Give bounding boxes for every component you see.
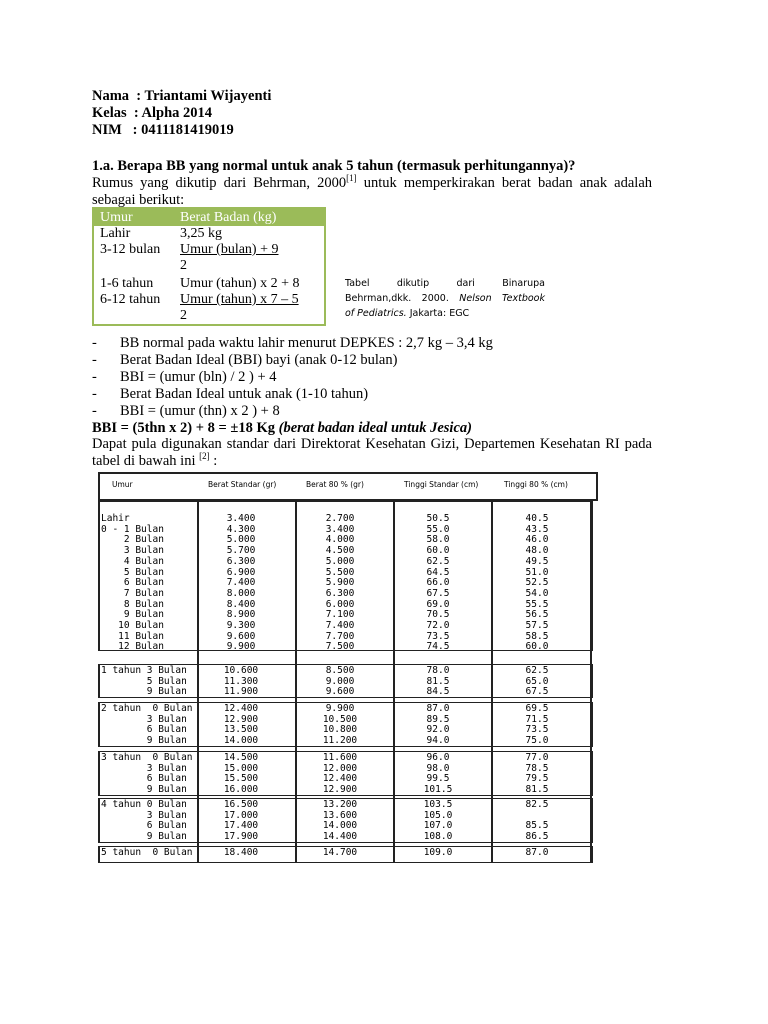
hdr-umur: Umur bbox=[112, 480, 133, 489]
table-cell: 9.000 bbox=[325, 675, 355, 687]
table-cell: 51.0 bbox=[525, 566, 549, 578]
table-cell: 92.0 bbox=[426, 724, 450, 736]
table-cell: 16.000 bbox=[223, 784, 259, 796]
table-cell: 84.5 bbox=[426, 686, 450, 698]
table-cell: 4.300 bbox=[226, 523, 256, 535]
table-cell: 14.000 bbox=[223, 735, 259, 747]
formula-row bbox=[94, 308, 324, 324]
bullet-item: - BB normal pada waktu lahir menurut DEPKES : 2,7 kg – 3,4 kg bbox=[92, 335, 493, 351]
table-cell: 73.5 bbox=[426, 630, 450, 642]
table-cell: 70.5 bbox=[426, 609, 450, 621]
table-cell: 9.900 bbox=[325, 703, 355, 714]
table-cell: 17.400 bbox=[223, 820, 259, 832]
formula-row bbox=[94, 276, 324, 292]
table-cell: 54.0 bbox=[525, 587, 549, 599]
student-header bbox=[92, 88, 652, 139]
table-cell: 12.400 bbox=[223, 703, 259, 714]
age-label: 4 Bulan bbox=[101, 555, 164, 567]
table-cell: 89.5 bbox=[426, 713, 450, 725]
table-cell: 85.5 bbox=[525, 820, 549, 832]
table-cell: 56.5 bbox=[525, 609, 549, 621]
table-cell: 9.600 bbox=[226, 630, 256, 642]
table-cell: 62.5 bbox=[525, 665, 549, 676]
bullet-item: - BBI = (umur (bln) / 2 ) + 4 bbox=[92, 369, 277, 385]
table-cell: 12.000 bbox=[322, 762, 358, 774]
student-class: Kelas : Alpha 2014 bbox=[92, 105, 213, 121]
formula-row bbox=[94, 226, 324, 242]
table-cell bbox=[502, 810, 572, 821]
table-cell: 5.000 bbox=[325, 555, 355, 567]
formula-umur: 1-6 tahun bbox=[100, 276, 154, 291]
table-cell: 75.0 bbox=[525, 735, 549, 747]
table-cell: 12.400 bbox=[322, 773, 358, 785]
table-cell: 74.5 bbox=[426, 641, 450, 653]
table-cell: 87.0 bbox=[426, 703, 450, 714]
table-cell: 4.500 bbox=[325, 545, 355, 557]
intro-text-end: untuk memperkirakan berat badan anak adalah sebagai berikut: bbox=[92, 175, 653, 208]
age-label: 9 Bulan bbox=[101, 735, 187, 747]
table-cell: 5.900 bbox=[325, 577, 355, 589]
table-cell: 12.900 bbox=[322, 784, 358, 796]
table-cell: 8.500 bbox=[325, 665, 355, 676]
table-cell: 16.500 bbox=[223, 799, 259, 810]
table-cell: 6.300 bbox=[226, 555, 256, 567]
table-cell: 7.100 bbox=[325, 609, 355, 621]
formula-table-header bbox=[94, 209, 324, 226]
table-cell: 50.5 bbox=[426, 513, 450, 524]
student-name: Nama : Triantami Wijayenti bbox=[92, 88, 272, 104]
table-cell: 52.5 bbox=[525, 577, 549, 589]
table-cell: 7.400 bbox=[226, 577, 256, 589]
table-cell: 49.5 bbox=[525, 555, 549, 567]
column-divider bbox=[590, 499, 592, 863]
table-cell: 69.5 bbox=[525, 703, 549, 714]
formula-row bbox=[94, 292, 324, 308]
formula-col-umur: Umur bbox=[100, 210, 133, 225]
para2-ref: [2] bbox=[199, 451, 210, 462]
table-cell: 40.5 bbox=[525, 513, 549, 524]
table-cell: 10.500 bbox=[322, 713, 358, 725]
table-cell: 99.5 bbox=[426, 773, 450, 785]
table-cell: 14.400 bbox=[322, 831, 358, 843]
hdr-tinggi-standar: Tinggi Standar (cm) bbox=[404, 480, 479, 489]
table-cell: 60.0 bbox=[426, 545, 450, 557]
column-divider bbox=[295, 499, 297, 863]
formula-bb: Umur (tahun) x 2 + 8 bbox=[180, 276, 300, 291]
table-cell: 14.700 bbox=[322, 847, 358, 858]
table-cell: 103.5 bbox=[423, 799, 453, 810]
table-cell: 8.900 bbox=[226, 609, 256, 621]
bullet-item: - Berat Badan Ideal untuk anak (1-10 tahun) bbox=[92, 386, 369, 402]
age-label: 11 Bulan bbox=[101, 630, 164, 642]
table-cell: 67.5 bbox=[525, 686, 549, 698]
table-cell: 3.400 bbox=[226, 513, 256, 524]
formula-umur: 3-12 bulan bbox=[100, 242, 161, 257]
age-label: Lahir bbox=[101, 513, 130, 524]
table-cell: 86.5 bbox=[525, 831, 549, 843]
table-cell: 14.000 bbox=[322, 820, 358, 832]
table-cell: 17.900 bbox=[223, 831, 259, 843]
age-label: 2 Bulan bbox=[101, 534, 164, 546]
table-source-note bbox=[345, 276, 545, 321]
hdr-tinggi-80: Tinggi 80 % (cm) bbox=[504, 480, 568, 489]
table-cell: 108.0 bbox=[423, 831, 453, 843]
intro-ref: [1] bbox=[346, 173, 357, 184]
column-divider bbox=[491, 499, 493, 863]
age-label: 12 Bulan bbox=[101, 641, 164, 653]
age-label: 3 Bulan bbox=[101, 809, 187, 821]
age-label: 9 Bulan bbox=[101, 609, 164, 621]
table-cell: 13.200 bbox=[322, 799, 358, 810]
table-cell: 77.0 bbox=[525, 752, 549, 763]
age-label: 2 tahun 0 Bulan bbox=[101, 703, 193, 714]
formula-umur: 6-12 tahun bbox=[100, 292, 161, 307]
formula-umur: Lahir bbox=[100, 226, 131, 241]
table-cell: 2.700 bbox=[325, 513, 355, 524]
table-cell: 3.400 bbox=[325, 523, 355, 535]
age-label: 8 Bulan bbox=[101, 598, 164, 610]
age-label: 6 Bulan bbox=[101, 724, 187, 736]
table-cell: 78.0 bbox=[426, 665, 450, 676]
table-cell: 17.000 bbox=[223, 809, 259, 821]
bullet-list bbox=[92, 335, 652, 437]
note-line-3: of Pediatrics. Jakarta: EGC bbox=[345, 308, 470, 319]
hdr-berat-80: Berat 80 % (gr) bbox=[306, 480, 364, 489]
table-cell: 15.000 bbox=[223, 762, 259, 774]
formula-bb: Umur (bulan) + 9 bbox=[180, 242, 279, 257]
table-cell: 11.200 bbox=[322, 735, 358, 747]
age-label: 3 Bulan bbox=[101, 762, 187, 774]
table-cell: 65.0 bbox=[525, 675, 549, 687]
table-cell: 5.000 bbox=[226, 534, 256, 546]
table-cell: 12.900 bbox=[223, 713, 259, 725]
table-cell: 105.0 bbox=[423, 809, 453, 821]
age-label: 6 Bulan bbox=[101, 820, 187, 832]
table-cell: 5.700 bbox=[226, 545, 256, 557]
table-cell: 66.0 bbox=[426, 577, 450, 589]
table-cell: 8.400 bbox=[226, 598, 256, 610]
column-divider bbox=[197, 499, 199, 863]
note-line-2: Behrman,dkk. 2000. Nelson Textbook bbox=[345, 293, 545, 304]
age-label: 5 Bulan bbox=[101, 566, 164, 578]
intro-paragraph bbox=[92, 175, 652, 209]
intro-text: Rumus yang dikutip dari Behrman, 2000 bbox=[92, 175, 347, 191]
table-cell: 11.600 bbox=[322, 752, 358, 763]
table-cell: 58.5 bbox=[525, 630, 549, 642]
growth-standard-table bbox=[98, 472, 598, 866]
table-cell: 11.900 bbox=[223, 686, 259, 698]
table-cell: 9.900 bbox=[226, 641, 256, 653]
age-label: 3 Bulan bbox=[101, 545, 164, 557]
table-cell: 58.0 bbox=[426, 534, 450, 546]
table-cell: 55.5 bbox=[525, 598, 549, 610]
table-cell: 94.0 bbox=[426, 735, 450, 747]
age-label: 9 Bulan bbox=[101, 686, 187, 698]
table-cell: 6.900 bbox=[226, 566, 256, 578]
age-label: 4 tahun 0 Bulan bbox=[101, 799, 187, 810]
table-cell: 43.5 bbox=[525, 523, 549, 535]
table-cell: 98.0 bbox=[426, 762, 450, 774]
age-label: 5 Bulan bbox=[101, 675, 187, 687]
age-label: 3 tahun 0 Bulan bbox=[101, 752, 193, 763]
table-cell: 14.500 bbox=[223, 752, 259, 763]
table-cell: 109.0 bbox=[423, 847, 453, 858]
table-cell: 7.400 bbox=[325, 620, 355, 631]
formula-bb: 2 bbox=[180, 308, 187, 323]
table-cell: 4.000 bbox=[325, 534, 355, 546]
formula-row bbox=[94, 242, 324, 258]
table-cell: 13.600 bbox=[322, 809, 358, 821]
table-cell: 10.600 bbox=[223, 665, 259, 676]
table-cell: 96.0 bbox=[426, 752, 450, 763]
table-cell: 6.300 bbox=[325, 587, 355, 599]
table-cell: 81.5 bbox=[525, 784, 549, 796]
age-label: 9 Bulan bbox=[101, 831, 187, 843]
table-cell: 57.5 bbox=[525, 620, 549, 631]
table-cell: 6.000 bbox=[325, 598, 355, 610]
age-label: 6 Bulan bbox=[101, 773, 187, 785]
formula-bb: 2 bbox=[180, 258, 187, 273]
student-nim: NIM : 0411181419019 bbox=[92, 122, 234, 138]
table-cell: 82.5 bbox=[525, 799, 549, 810]
age-label: 6 Bulan bbox=[101, 577, 164, 589]
age-label: 10 Bulan bbox=[101, 620, 164, 631]
column-divider bbox=[393, 499, 395, 863]
table-cell: 64.5 bbox=[426, 566, 450, 578]
age-label: 1 tahun 3 Bulan bbox=[101, 665, 187, 676]
table-cell: 7.700 bbox=[325, 630, 355, 642]
table-cell: 62.5 bbox=[426, 555, 450, 567]
table-cell: 101.5 bbox=[423, 784, 453, 796]
age-label: 3 Bulan bbox=[101, 713, 187, 725]
age-label: 5 tahun 0 Bulan bbox=[101, 847, 193, 858]
table-cell: 78.5 bbox=[525, 762, 549, 774]
table-cell: 8.000 bbox=[226, 587, 256, 599]
growth-table-header bbox=[98, 472, 598, 501]
table-cell: 11.300 bbox=[223, 675, 259, 687]
question-heading: 1.a. Berapa BB yang normal untuk anak 5 tahun (termasuk perhitungannya)? bbox=[92, 158, 576, 174]
standard-paragraph: Dapat pula digunakan standar dari Direktorat Kesehatan Gizi, Departemen Kesehatan RI pada tabel di bawah ini [2] : bbox=[92, 436, 652, 469]
table-cell: 48.0 bbox=[525, 545, 549, 557]
table-cell: 87.0 bbox=[525, 847, 549, 858]
table-cell: 18.400 bbox=[223, 847, 259, 858]
age-label: 9 Bulan bbox=[101, 784, 187, 796]
formula-bb: 3,25 kg bbox=[180, 226, 222, 241]
table-cell: 72.0 bbox=[426, 620, 450, 631]
table-cell: 79.5 bbox=[525, 773, 549, 785]
formula-bb: Umur (tahun) x 7 – 5 bbox=[180, 292, 299, 307]
table-cell: 7.500 bbox=[325, 641, 355, 653]
age-label: 7 Bulan bbox=[101, 587, 164, 599]
table-cell: 81.5 bbox=[426, 675, 450, 687]
table-cell: 107.0 bbox=[423, 820, 453, 832]
hdr-berat-standar: Berat Standar (gr) bbox=[208, 480, 277, 489]
table-cell: 9.300 bbox=[226, 620, 256, 631]
table-cell: 15.500 bbox=[223, 773, 259, 785]
formula-row bbox=[94, 258, 324, 274]
bullet-item: - Berat Badan Ideal (BBI) bayi (anak 0-12 bulan) bbox=[92, 352, 398, 368]
formula-umur bbox=[94, 308, 180, 324]
note-line-1: Tabel dikutip dari Binarupa bbox=[345, 278, 545, 289]
table-cell: 5.500 bbox=[325, 566, 355, 578]
table-cell: 73.5 bbox=[525, 724, 549, 736]
table-cell: 71.5 bbox=[525, 713, 549, 725]
formula-table bbox=[92, 207, 326, 326]
bullet-item: - BBI = (umur (thn) x 2 ) + 8 bbox=[92, 403, 280, 419]
table-cell: 67.5 bbox=[426, 587, 450, 599]
table-cell: 69.0 bbox=[426, 598, 450, 610]
table-cell: 55.0 bbox=[426, 523, 450, 535]
formula-umur bbox=[94, 258, 180, 274]
table-cell: 9.600 bbox=[325, 686, 355, 698]
table-cell: 46.0 bbox=[525, 534, 549, 546]
bbi-result: BBI = (5thn x 2) + 8 = ±18 Kg (berat badan ideal untuk Jesica) bbox=[92, 420, 472, 436]
table-cell: 60.0 bbox=[525, 641, 549, 653]
table-cell: 13.500 bbox=[223, 724, 259, 736]
formula-col-bb: Berat Badan (kg) bbox=[180, 210, 277, 225]
table-cell: 10.800 bbox=[322, 724, 358, 736]
age-label: 0 - 1 Bulan bbox=[101, 523, 164, 535]
